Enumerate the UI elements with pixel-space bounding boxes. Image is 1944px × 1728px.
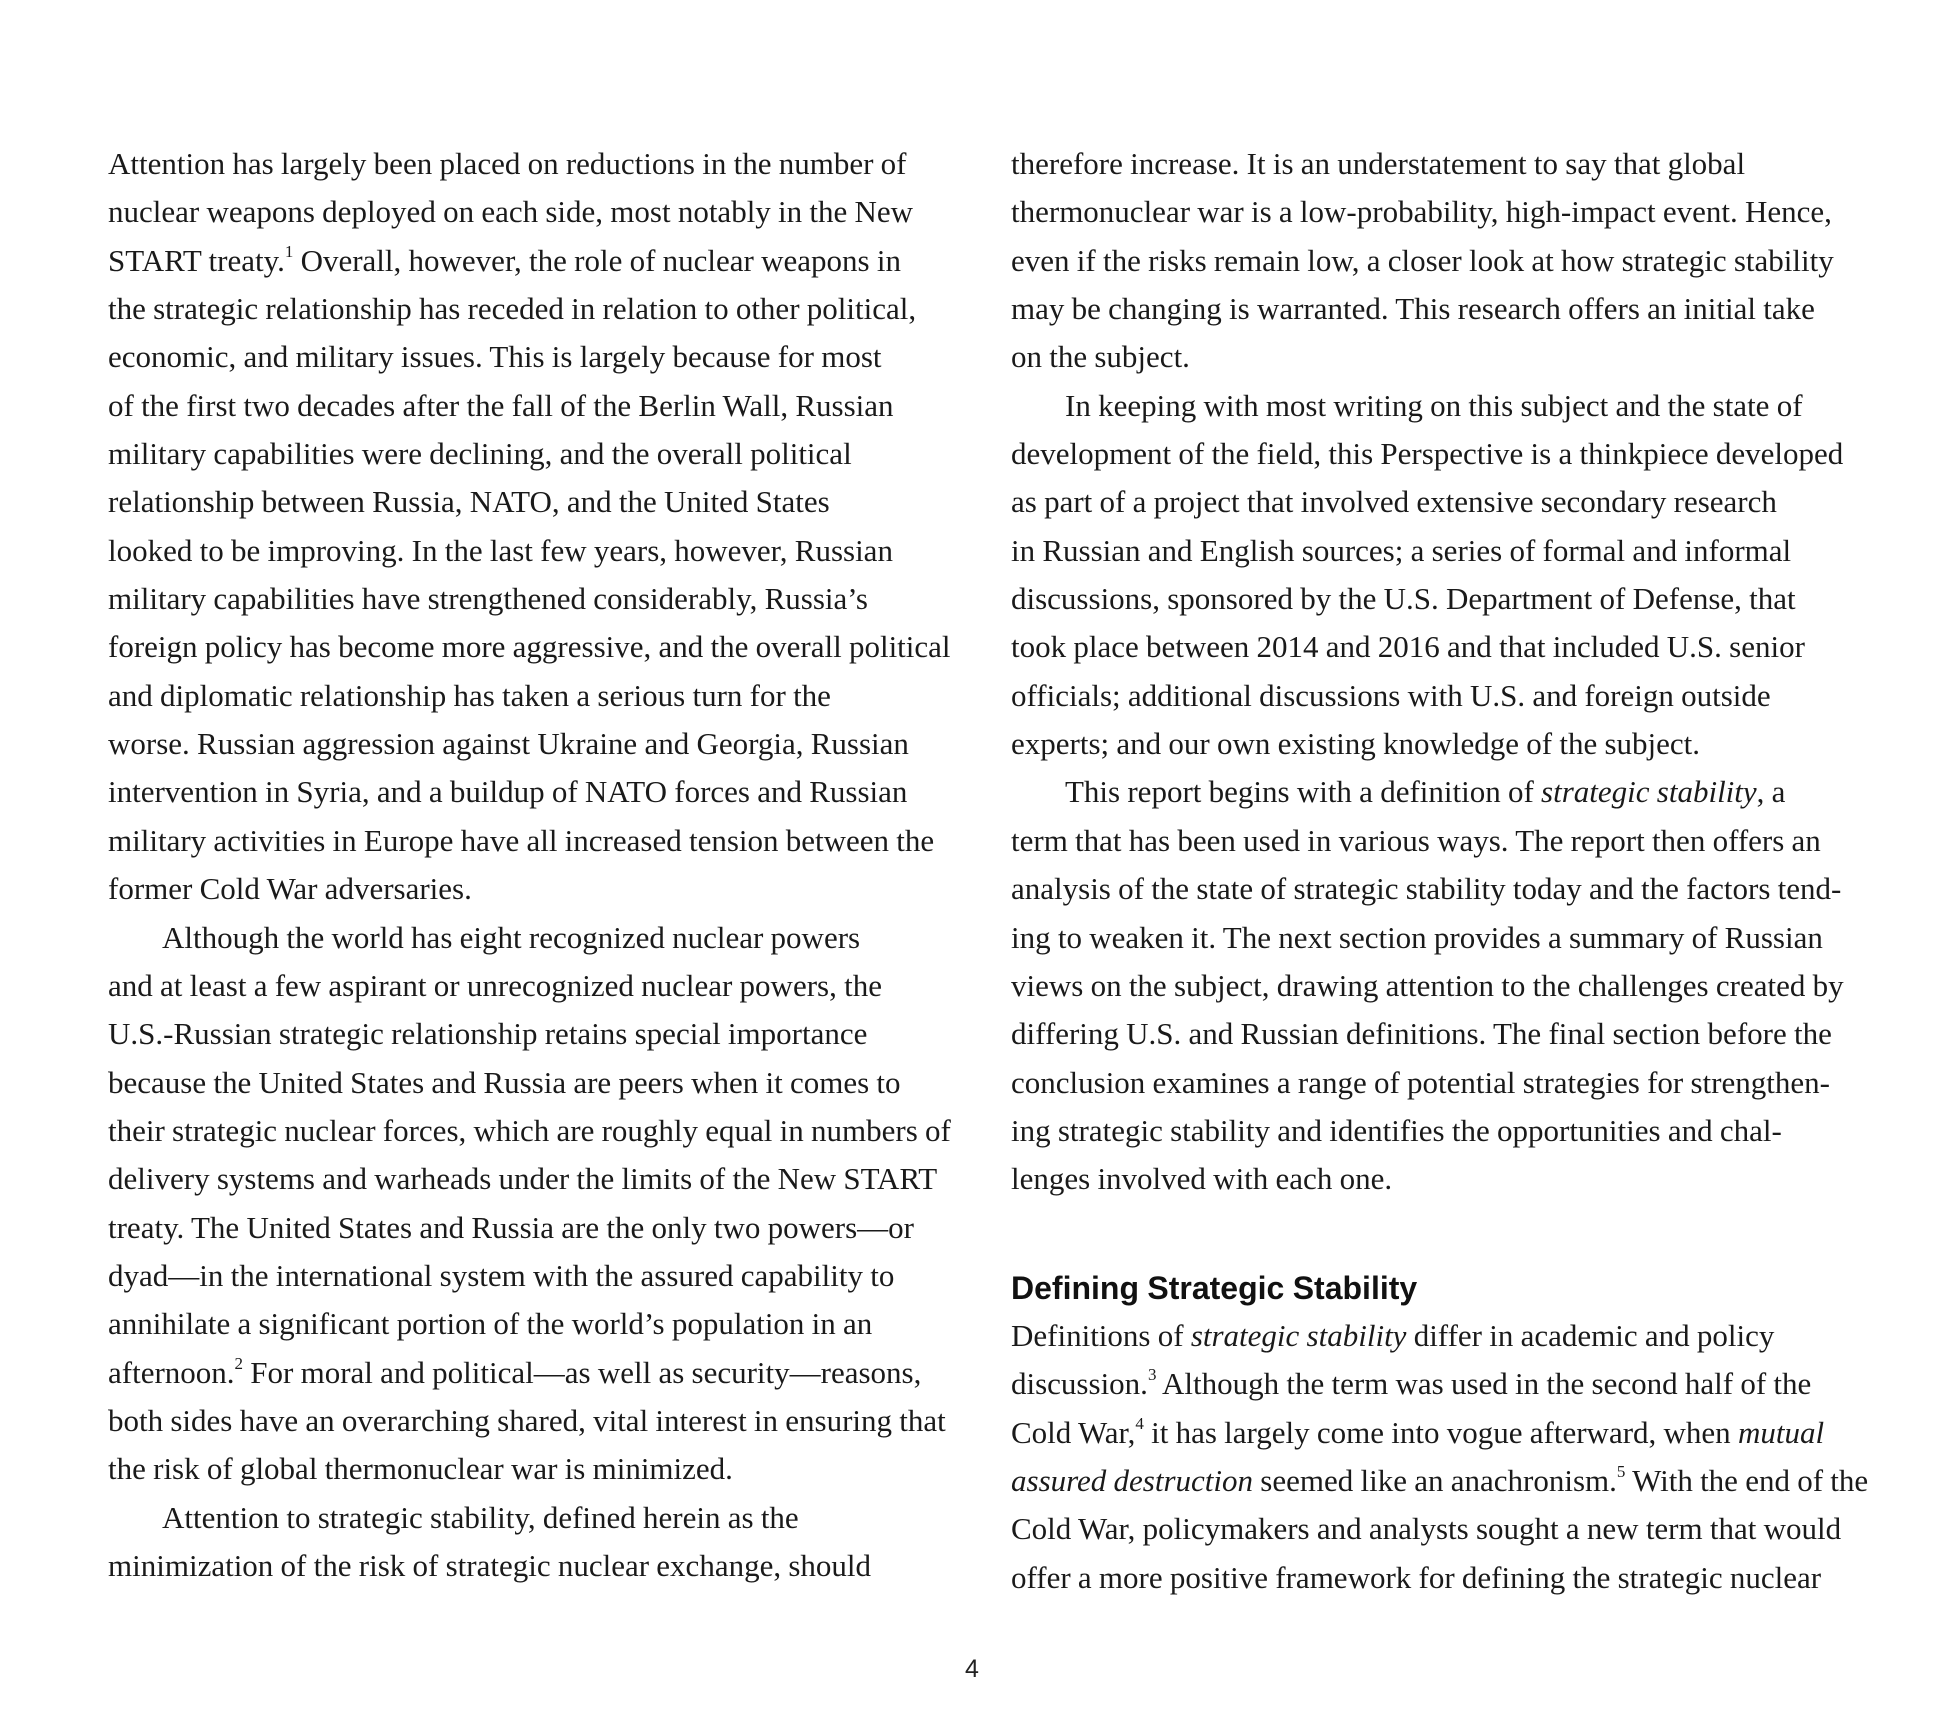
left-column-text-line <box>108 1107 951 1155</box>
footnote-marker: 3 <box>1147 1365 1157 1385</box>
line-text: Definitions of <box>1011 1317 1191 1353</box>
line-text: military activities in Europe have all increased tension between the <box>108 822 935 858</box>
right-column-text-line <box>1011 962 1851 1010</box>
line-text: lenges involved with each one. <box>1011 1161 1393 1197</box>
line-text: Although the term was used in the second half of the <box>1156 1366 1812 1402</box>
left-column-text-line <box>108 285 942 333</box>
left-column <box>108 140 951 1590</box>
right-column-text-line <box>1011 188 1851 236</box>
right-column-text-line <box>1011 865 1851 913</box>
line-text: and at least a few aspirant or unrecognized nuclear powers, the <box>108 967 882 1003</box>
line-text: military capabilities have strengthened considerably, Russia’s <box>108 581 868 617</box>
line-text: U.S.-Russian strategic relationship retains special importance <box>108 1016 868 1052</box>
left-column-text-line <box>108 962 942 1010</box>
line-text: former Cold War adversaries. <box>108 871 472 907</box>
section-heading: Defining Strategic Stability <box>1011 1269 1418 1306</box>
line-text: worse. Russian aggression against Ukraine and Georgia, Russian <box>108 726 909 762</box>
left-column-text-line <box>108 1252 942 1300</box>
line-text: in Russian and English sources; a series of formal and informal <box>1011 532 1792 568</box>
line-text: thermonuclear war is a low-probability, high-impact event. Hence, <box>1011 194 1832 230</box>
line-text: ing to weaken it. The next section provides a summary of Russian <box>1011 919 1823 955</box>
right-column-text-line <box>1011 285 1851 333</box>
line-text: on the subject. <box>1011 339 1190 375</box>
line-text: nuclear weapons deployed on each side, most notably in the New <box>108 194 914 230</box>
line-text: may be changing is warranted. This research offers an initial take <box>1011 291 1815 327</box>
line-text: intervention in Syria, and a buildup of NATO forces and Russian <box>108 774 908 810</box>
footnote-marker: 1 <box>284 241 294 261</box>
left-column-text-line <box>108 1397 946 1445</box>
line-text: In keeping with most writing on this subject and the state of <box>1065 387 1803 423</box>
left-column-text-line <box>108 768 942 816</box>
line-text: their strategic nuclear forces, which are roughly equal in numbers of <box>108 1112 951 1148</box>
line-text: as part of a project that involved extensive secondary research <box>1011 484 1777 520</box>
line-text: offer a more positive framework for defining the strategic nuclear <box>1011 1559 1822 1595</box>
line-text: With the end of the <box>1625 1462 1869 1498</box>
right-column-text-line <box>1011 575 1851 623</box>
line-text: development of the field, this Perspective is a thinkpiece developed <box>1011 436 1844 472</box>
right-column-text-line <box>1011 1107 1851 1155</box>
line-text: officials; additional discussions with U.S. and foreign outside <box>1011 677 1771 713</box>
right-column-text-line <box>1011 140 1851 188</box>
footnote-marker: 5 <box>1616 1461 1626 1481</box>
left-column-text-line <box>108 478 942 526</box>
right-column-text-line <box>1011 237 1851 285</box>
left-column-text-line <box>108 720 942 768</box>
right-column-text-line <box>1011 478 1851 526</box>
left-column-text-line <box>108 1059 942 1107</box>
italic-term: mutual <box>1737 1414 1825 1450</box>
line-text: analysis of the state of strategic stability today and the factors tend- <box>1011 871 1842 907</box>
left-column-text-line <box>108 865 942 913</box>
line-text: differ in academic and policy <box>1406 1317 1775 1353</box>
left-column-text-line <box>108 672 942 720</box>
line-text: This report begins with a definition of <box>1065 774 1542 810</box>
right-column <box>1011 140 1869 1602</box>
left-column-text-line <box>108 382 942 430</box>
line-text: views on the subject, drawing attention to the challenges created by <box>1011 967 1844 1003</box>
line-text: , a <box>1756 774 1786 810</box>
left-column-text-line <box>108 1349 942 1397</box>
line-text: experts; and our own existing knowledge of the subject. <box>1011 726 1701 762</box>
line-text: the strategic relationship has receded in relation to other political, <box>108 291 917 327</box>
line-text: and diplomatic relationship has taken a serious turn for the <box>108 677 831 713</box>
left-column-text-line <box>108 430 942 478</box>
left-column-text-line <box>108 1300 942 1348</box>
line-text: Cold War, <box>1011 1414 1136 1450</box>
left-column-text-line <box>108 914 942 962</box>
line-text: because the United States and Russia are peers when it comes to <box>108 1064 901 1100</box>
right-column-text-line <box>1011 527 1851 575</box>
line-text: For moral and political—as well as security—reasons, <box>243 1354 922 1390</box>
line-text: therefore increase. It is an understatement to say that global <box>1011 146 1746 181</box>
left-column-text-line <box>108 237 942 285</box>
left-column-text-line <box>108 1445 942 1493</box>
left-column-text-line <box>108 333 942 381</box>
line-text: took place between 2014 and 2016 and that included U.S. senior <box>1011 629 1805 665</box>
line-text: foreign policy has become more aggressive, and the overall political <box>108 629 951 665</box>
line-text: both sides have an overarching shared, vital interest in ensuring that <box>108 1402 946 1438</box>
left-column-text-line <box>108 623 951 671</box>
left-column-text-line <box>108 1494 942 1542</box>
line-text: even if the risks remain low, a closer look at how strategic stability <box>1011 242 1834 278</box>
left-column-text-line <box>108 1010 942 1058</box>
italic-term: strategic stability <box>1190 1317 1407 1353</box>
footnote-marker: 2 <box>234 1353 244 1373</box>
line-text: Although the world has eight recognized nuclear powers <box>162 919 861 955</box>
line-text: dyad—in the international system with the assured capability to <box>108 1257 895 1293</box>
line-text: afternoon. <box>108 1354 235 1390</box>
line-text: discussion. <box>1011 1366 1148 1402</box>
right-column-text-line <box>1011 1554 1851 1602</box>
line-text: delivery systems and warheads under the limits of the New START <box>108 1161 938 1197</box>
page-number: 4 <box>965 1655 979 1683</box>
left-column-text-line <box>108 188 942 236</box>
right-column-text-line <box>1011 914 1851 962</box>
section-spacer <box>1011 1204 1851 1264</box>
footnote-marker: 4 <box>1135 1413 1144 1433</box>
right-column-text-line <box>1011 672 1851 720</box>
line-text: relationship between Russia, NATO, and the United States <box>108 484 830 520</box>
right-column-text-line <box>1011 1457 1869 1505</box>
line-text: discussions, sponsored by the U.S. Department of Defense, that <box>1011 581 1796 617</box>
italic-term: assured destruction <box>1011 1462 1254 1498</box>
line-text: treaty. The United States and Russia are the only two powers—or <box>108 1209 914 1245</box>
line-text: it has largely come into vogue afterward, when <box>1143 1414 1738 1450</box>
right-column-text-line <box>1011 623 1851 671</box>
right-column-text-line <box>1011 1059 1851 1107</box>
line-text: of the first two decades after the fall of the Berlin Wall, Russian <box>108 387 894 423</box>
right-column-text-line <box>1011 1010 1851 1058</box>
left-column-text-line <box>108 1542 942 1590</box>
line-text: looked to be improving. In the last few years, however, Russian <box>108 532 893 568</box>
right-column-text-line <box>1011 1155 1851 1203</box>
line-text: seemed like an anachronism. <box>1253 1462 1617 1498</box>
line-text: Attention to strategic stability, defined herein as the <box>162 1499 799 1535</box>
line-text: differing U.S. and Russian definitions. The final section before the <box>1011 1016 1832 1052</box>
line-text: START treaty. <box>108 242 285 278</box>
line-text: Overall, however, the role of nuclear weapons in <box>293 242 901 278</box>
line-text: ing strategic stability and identifies the opportunities and chal- <box>1011 1112 1782 1148</box>
line-text: minimization of the risk of strategic nuclear exchange, should <box>108 1547 872 1583</box>
right-column-text-line <box>1011 430 1851 478</box>
right-column-text-line <box>1011 817 1851 865</box>
left-column-text-line <box>108 575 942 623</box>
left-column-text-line <box>108 817 942 865</box>
left-column-text-line <box>108 1204 942 1252</box>
right-column-text-line <box>1011 1360 1851 1408</box>
italic-term: strategic stability <box>1541 774 1757 810</box>
line-text: Attention has largely been placed on reductions in the number of <box>108 146 907 181</box>
line-text: Cold War, policymakers and analysts sought a new term that would <box>1011 1511 1842 1547</box>
line-text: military capabilities were declining, and the overall political <box>108 436 852 472</box>
right-column-text-line <box>1011 1312 1851 1360</box>
line-text: the risk of global thermonuclear war is minimized. <box>108 1451 733 1487</box>
right-column-text-line <box>1011 333 1851 381</box>
right-column-text-line <box>1011 1409 1851 1457</box>
right-column-text-line <box>1011 768 1851 816</box>
right-column-text-line <box>1011 382 1851 430</box>
left-column-text-line <box>108 1155 942 1203</box>
line-text: conclusion examines a range of potential strategies for strengthen- <box>1011 1064 1830 1100</box>
right-column-text-line <box>1011 720 1851 768</box>
right-column-text-line <box>1011 1505 1851 1553</box>
line-text: economic, and military issues. This is largely because for most <box>108 339 882 375</box>
line-text: term that has been used in various ways. The report then offers an <box>1011 822 1821 858</box>
left-column-text-line <box>108 140 942 188</box>
left-column-text-line <box>108 527 942 575</box>
line-text: annihilate a significant portion of the world’s population in an <box>108 1306 873 1342</box>
